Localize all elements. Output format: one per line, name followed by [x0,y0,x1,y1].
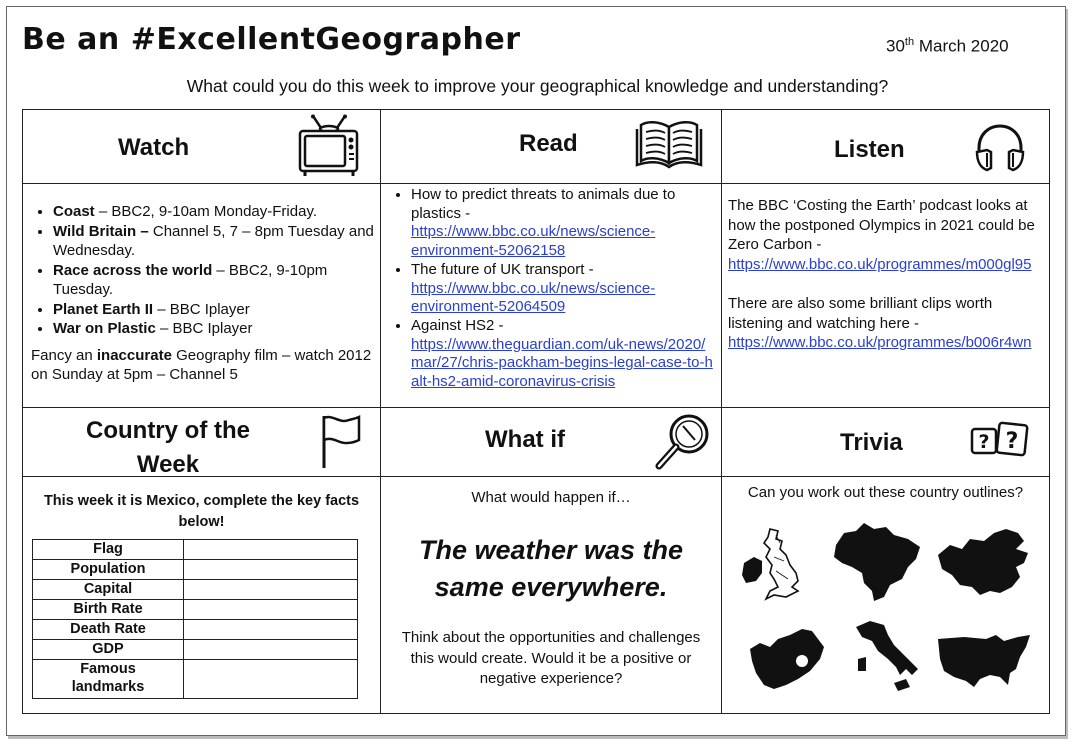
magnifying-glass-icon [653,412,711,472]
list-item: • Race across the world – BBC2, 9-10pm Tuesday. [53,261,374,300]
south-africa-outline [746,625,828,695]
list-item: • Planet Earth II – BBC Iplayer [53,300,374,320]
fact-answer-cell[interactable] [184,640,358,660]
whatif-header [381,408,722,477]
uk-ireland-outline [740,527,810,603]
country-outlines [736,517,1036,697]
article-link-transport[interactable]: https://www.bbc.co.uk/news/science-environment-52064509 [411,279,656,316]
clips-description: There are also some brilliant clips worth listening and watching here - [728,295,993,332]
fact-answer-cell[interactable] [184,620,358,640]
listen-body [722,184,1050,408]
watch-heading: Watch [118,134,190,161]
page-title: Be an #ExcellentGeographer [22,22,521,57]
read-heading: Read [519,130,578,157]
fact-label: Capital [33,580,184,600]
fact-label: Population [33,560,184,580]
watch-list [31,202,374,339]
trivia-header [722,408,1050,477]
trivia-heading: Trivia [840,429,903,456]
watch-body [23,184,381,408]
list-item: • Coast – BBC2, 9-10am Monday-Friday. [53,202,374,222]
trivia-body [722,477,1050,714]
usa-outline [934,629,1034,691]
question-dice-icon [970,421,1032,461]
fact-label: GDP [33,640,184,660]
country-header [23,408,381,477]
china-outline [936,527,1034,599]
listen-heading: Listen [834,136,905,163]
activity-grid [22,109,1050,714]
listen-header [722,110,1050,184]
open-book-icon [635,117,703,169]
read-list [389,186,715,392]
article-link-plastics[interactable]: https://www.bbc.co.uk/news/science-environment-52062158 [411,223,656,260]
fact-answer-cell[interactable] [184,560,358,580]
whatif-statement: The weather was the same everywhere. [418,535,684,602]
film-suggestion: Fancy an inaccurate Geography film – watch 2012 on Sunday at 5pm – Channel 5 [31,346,372,383]
subtitle: What could you do this week to improve your geographical knowledge and understanding? [186,76,889,96]
tv-icon [297,114,361,178]
list-item: • How to predict threats to animals due to plastics - https://www.bbc.co.uk/news/science-environment-52062158 [411,186,715,261]
fact-answer-cell[interactable] [184,580,358,600]
country-intro: This week it is Mexico, complete the key facts below! [43,493,360,530]
whatif-question: What would happen if… [471,489,631,506]
key-facts-table [32,539,358,699]
article-link-hs2[interactable]: https://www.theguardian.com/uk-news/2020/mar/27/chris-packham-begins-legal-case-to-halt-hs2-amid-coronavirus-crisis [411,335,713,391]
fact-answer-cell[interactable] [184,600,358,620]
dice-glyph: ? [1005,429,1019,454]
fact-label: Birth Rate [33,600,184,620]
trivia-question: Can you work out these country outlines? [747,484,1024,501]
fact-answer-cell[interactable] [184,540,358,560]
whatif-body [381,477,722,714]
clips-link[interactable]: https://www.bbc.co.uk/programmes/b006r4wn [728,334,1032,351]
brazil-outline [828,519,924,603]
date: 30th March 2020 [886,36,1009,56]
country-heading: Country of the Week [86,417,250,478]
whatif-heading: What if [485,426,565,453]
read-body [381,184,722,408]
read-header [381,110,722,184]
podcast-description: The BBC ‘Costing the Earth’ podcast looks at how the postponed Olympics in 2021 could be Zero Carbon - [728,197,1035,253]
dice-glyph: ? [978,431,990,453]
fact-label: Death Rate [33,620,184,640]
whatif-prompt: Think about the opportunities and challenges this would create. Would it be a positive or negative experience? [401,629,701,687]
flag-icon [319,414,363,470]
list-item: • The future of UK transport - https://www.bbc.co.uk/news/science-environment-52064509 [411,261,715,317]
fact-label: Famous landmarks [33,660,184,699]
list-item: • Against HS2 - https://www.theguardian.com/uk-news/2020/mar/27/chris-packham-begins-legal-case-to-halt-hs2-amid-coronavirus-crisis [411,317,715,392]
fact-label: Flag [33,540,184,560]
list-item: • War on Plastic – BBC Iplayer [53,319,374,339]
podcast-link[interactable]: https://www.bbc.co.uk/programmes/m000gl95 [728,255,1032,273]
headphones-icon [973,122,1027,174]
list-item: • Wild Britain – Channel 5, 7 – 8pm Tuesday and Wednesday. [53,222,374,261]
country-body [23,477,381,714]
watch-header [23,110,381,184]
fact-answer-cell[interactable] [184,660,358,699]
italy-outline [848,617,924,697]
